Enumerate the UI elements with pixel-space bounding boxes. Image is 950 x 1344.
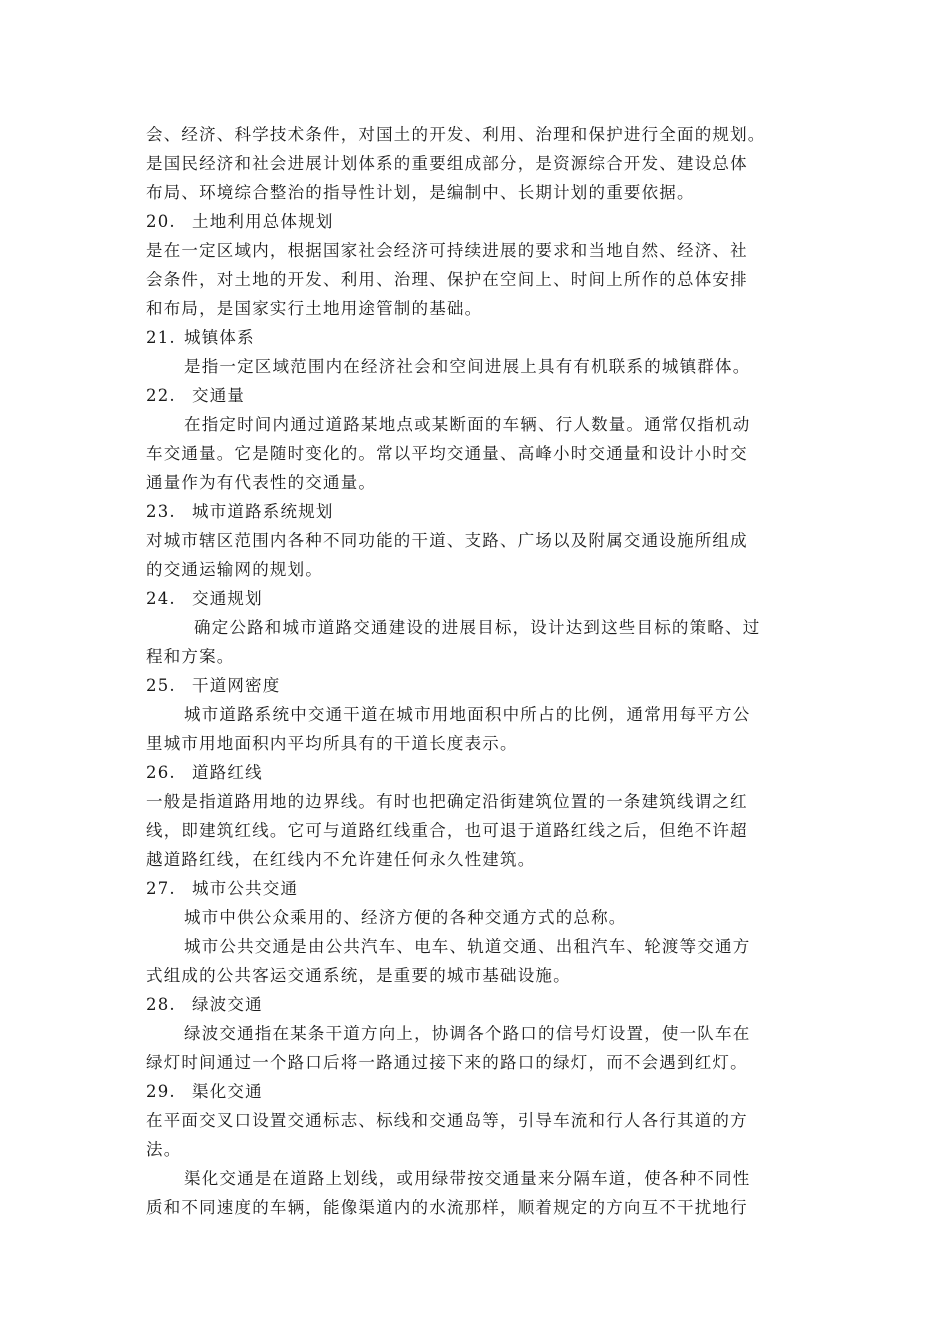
text-line: 程和方案。: [146, 647, 235, 666]
section-heading-26: [146, 758, 810, 787]
text-line: 质和不同速度的车辆，能像渠道内的水流那样，顺着规定的方向互不干扰地行: [146, 1198, 748, 1217]
text-line: 确定公路和城市道路交通建设的进展目标，设计达到这些目标的策略、过: [194, 618, 761, 637]
text-line: 线，即建筑红线。它可与道路红线重合，也可退于道路红线之后，但绝不许超: [146, 821, 748, 840]
text-line: 和布局，是国家实行土地用途管制的基础。: [146, 299, 483, 318]
text-line: 会、经济、科学技术条件，对国土的开发、利用、治理和保护进行全面的规划。: [146, 125, 766, 144]
text-line: 绿波交通指在某条干道方向上，协调各个路口的信号灯设置，使一队车在: [184, 1024, 751, 1043]
text-line: 渠化交通是在道路上划线，或用绿带按交通量来分隔车道，使各种不同性: [184, 1169, 751, 1188]
text-line: 车交通量。它是随时变化的。常以平均交通量、高峰小时交通量和设计小时交: [146, 444, 748, 463]
text-line: 城市公共交通是由公共汽车、电车、轨道交通、出租汽车、轮渡等交通方: [184, 937, 751, 956]
section-title: 道路红线: [192, 763, 263, 782]
section-title: 交通量: [192, 386, 246, 405]
section-heading-24: [146, 584, 810, 613]
section-title: 土地利用总体规划: [192, 212, 334, 231]
text-line: 是指一定区域范围内在经济社会和空间进展上具有有机联系的城镇群体。: [184, 357, 751, 376]
text-line: 通量作为有代表性的交通量。: [146, 473, 377, 492]
section-title: 交通规划: [192, 589, 263, 608]
section-number: 29.: [146, 1082, 176, 1101]
text-line: 布局、环境综合整治的指导性计划，是编制中、长期计划的重要依据。: [146, 183, 695, 202]
section-number: 23.: [146, 502, 176, 521]
section-title: 城市道路系统规划: [192, 502, 334, 521]
section-heading-29: [146, 1077, 810, 1106]
section-heading-22: [146, 381, 810, 410]
section-number: 28.: [146, 995, 176, 1014]
section-heading-28: [146, 990, 810, 1019]
text-line: 法。: [146, 1140, 182, 1159]
text-line: 绿灯时间通过一个路口后将一路通过接下来的路口的绿灯，而不会遇到红灯。: [146, 1053, 748, 1072]
section-heading-25: [146, 671, 810, 700]
text-line: 里城市用地面积内平均所具有的干道长度表示。: [146, 734, 518, 753]
section-number: 26.: [146, 763, 176, 782]
text-line: 式组成的公共客运交通系统，是重要的城市基础设施。: [146, 966, 571, 985]
text-line: 是国民经济和社会进展计划体系的重要组成部分，是资源综合开发、建设总体: [146, 154, 748, 173]
section-title: 干道网密度: [192, 676, 281, 695]
document-page: [146, 120, 810, 1222]
section-heading-27: [146, 874, 810, 903]
section-title: 城镇体系: [184, 328, 255, 347]
text-line: 会条件，对土地的开发、利用、治理、保护在空间上、时间上所作的总体安排: [146, 270, 748, 289]
section-number: 25.: [146, 676, 176, 695]
text-line: 是在一定区域内，根据国家社会经济可持续进展的要求和当地自然、经济、社: [146, 241, 748, 260]
text-line: 对城市辖区范围内各种不同功能的干道、支路、广场以及附属交通设施所组成: [146, 531, 748, 550]
section-heading-20: [146, 207, 810, 236]
section-title: 渠化交通: [192, 1082, 263, 1101]
section-number: 22.: [146, 386, 176, 405]
section-number: 20.: [146, 212, 176, 231]
section-heading-23: [146, 497, 810, 526]
text-line: 城市道路系统中交通干道在城市用地面积中所占的比例，通常用每平方公: [184, 705, 751, 724]
section-heading-21: [146, 323, 810, 352]
section-title: 城市公共交通: [192, 879, 299, 898]
text-line: 在平面交叉口设置交通标志、标线和交通岛等，引导车流和行人各行其道的方: [146, 1111, 748, 1130]
text-line: 的交通运输网的规划。: [146, 560, 323, 579]
section-title: 绿波交通: [192, 995, 263, 1014]
section-number: 27.: [146, 879, 176, 898]
text-line: 城市中供公众乘用的、经济方便的各种交通方式的总称。: [184, 908, 627, 927]
text-line: 在指定时间内通过道路某地点或某断面的车辆、行人数量。通常仅指机动: [184, 415, 751, 434]
text-line: 一般是指道路用地的边界线。有时也把确定沿街建筑位置的一条建筑线谓之红: [146, 792, 748, 811]
section-number: 21.: [146, 328, 176, 347]
section-number: 24.: [146, 589, 176, 608]
text-line: 越道路红线，在红线内不允许建任何永久性建筑。: [146, 850, 536, 869]
